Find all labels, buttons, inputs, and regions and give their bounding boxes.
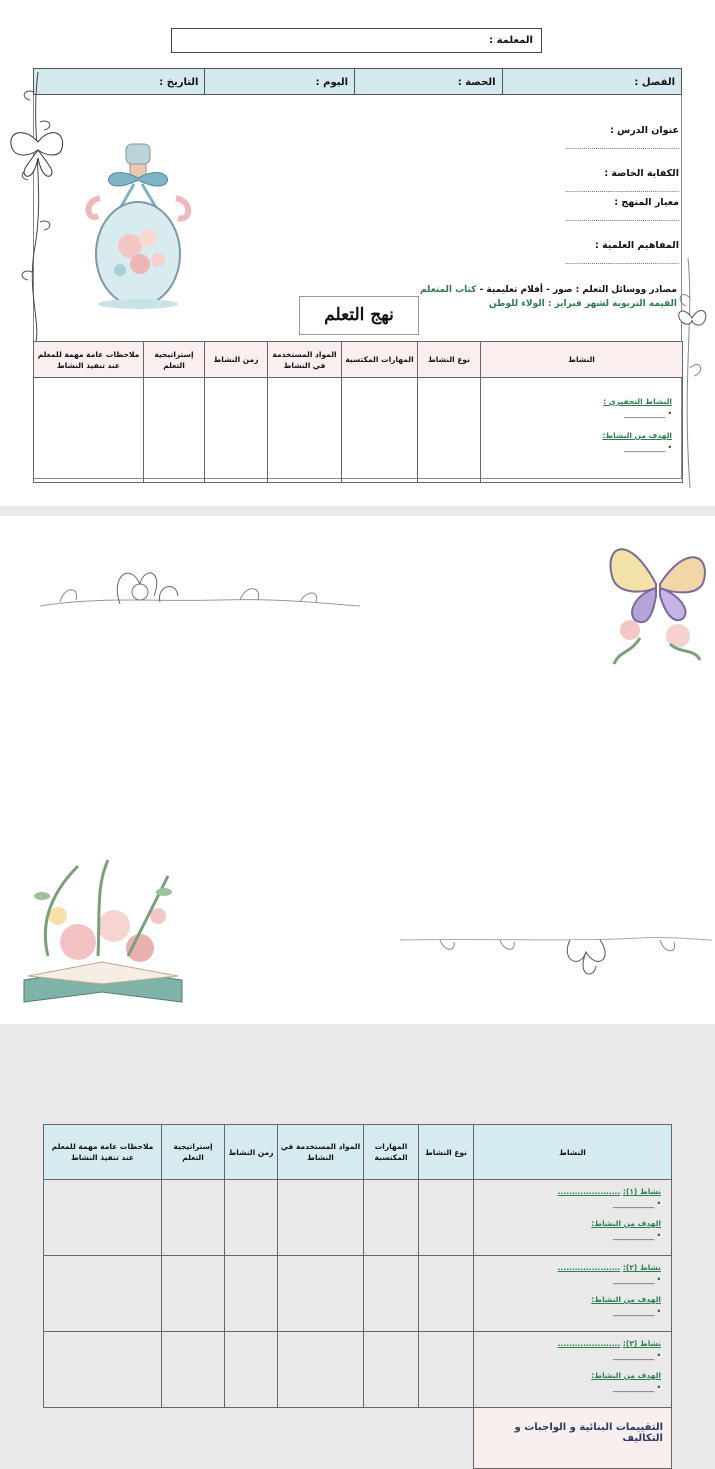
header-row: [33, 68, 682, 95]
table-row: [34, 378, 683, 483]
period-field[interactable]: الحصة :: [354, 69, 502, 94]
notes-cell[interactable]: [34, 378, 144, 483]
activity-cell[interactable]: نشاط (١): ...................... • ___________ الهدف من النشاط: • ___________: [474, 1180, 672, 1256]
col-activity-type: نوع النشاط: [418, 342, 481, 378]
evaluation-cell[interactable]: [44, 1408, 474, 1469]
activity-cell[interactable]: النشاط التحفيزي : • ___________ الهدف من النشاط: • ___________: [481, 378, 683, 483]
time-cell[interactable]: [225, 1332, 278, 1408]
vine-butterfly-decoration: [4, 72, 66, 342]
time-cell[interactable]: [225, 1256, 278, 1332]
col-activity-type: نوع النشاط: [419, 1125, 474, 1180]
col-skills: المهارات المكتسبة: [364, 1125, 419, 1180]
col-time: زمن النشاط: [225, 1125, 278, 1180]
page-2: [0, 516, 715, 1444]
skills-cell[interactable]: [364, 1256, 419, 1332]
book-flowers-decoration: [18, 856, 188, 1016]
col-strategy: إستراتيجية التعلم: [144, 342, 205, 378]
skills-cell[interactable]: [364, 1180, 419, 1256]
notes-cell[interactable]: [44, 1180, 162, 1256]
specific-competency-field[interactable]: الكفاية الخاصة : ........................................................: [564, 168, 679, 194]
activity-cell[interactable]: نشاط (٢): ...................... • ___________ الهدف من النشاط: • ___________: [474, 1256, 672, 1332]
educational-value: القيمة التربوية لشهر فبراير : الولاء للوطن: [488, 299, 677, 309]
strategy-cell[interactable]: [162, 1256, 225, 1332]
strategy-cell[interactable]: [162, 1180, 225, 1256]
evaluation-row: [44, 1408, 672, 1469]
materials-cell[interactable]: [268, 378, 342, 483]
date-field[interactable]: التاريخ :: [159, 77, 199, 88]
activity-type-cell[interactable]: [419, 1332, 474, 1408]
col-notes: ملاحظات عامة مهمة للمعلم عند تنفيذ النشاط: [34, 342, 144, 378]
materials-cell[interactable]: [278, 1332, 364, 1408]
floral-lineart-decoration: [40, 556, 360, 610]
table-row: [44, 1332, 672, 1408]
time-cell[interactable]: [225, 1180, 278, 1256]
activity-table-2: [43, 1124, 672, 1469]
evaluation-label: التقييمات البنائية و الواجبات و التكاليف: [474, 1408, 672, 1469]
strategy-cell[interactable]: [162, 1332, 225, 1408]
skills-cell[interactable]: [342, 378, 418, 483]
table-header-row: [44, 1125, 672, 1180]
skills-cell[interactable]: [364, 1332, 419, 1408]
col-notes: ملاحظات عامة مهمة للمعلم عند تنفيذ النشاط: [44, 1125, 162, 1180]
page-1: [0, 0, 715, 506]
materials-cell[interactable]: [278, 1256, 364, 1332]
activity-cell[interactable]: نشاط (٣): ...................... • ___________ الهدف من النشاط: • ___________: [474, 1332, 672, 1408]
strategy-cell[interactable]: [144, 378, 205, 483]
teacher-field[interactable]: المعلمة :: [171, 28, 542, 53]
col-skills: المهارات المكتسبة: [342, 342, 418, 378]
notes-cell[interactable]: [44, 1256, 162, 1332]
materials-cell[interactable]: [278, 1180, 364, 1256]
activity-type-cell[interactable]: [418, 378, 481, 483]
col-materials: المواد المستخدمة في النشاط: [278, 1125, 364, 1180]
col-activity: النشاط: [474, 1125, 672, 1180]
time-cell[interactable]: [205, 378, 268, 483]
learning-resources: مصادر ووسائل التعلم : صور - أفلام تعليمية - كتاب المتعلم: [419, 285, 677, 295]
col-strategy: إستراتيجية التعلم: [162, 1125, 225, 1180]
right-vine-decoration: [678, 258, 712, 488]
col-time: زمن النشاط: [205, 342, 268, 378]
col-activity: النشاط: [481, 342, 683, 378]
lesson-title-field[interactable]: عنوان الدرس : ........................................................: [564, 125, 679, 151]
butterfly-flowers-decoration: [600, 524, 712, 674]
day-field[interactable]: اليوم :: [204, 69, 354, 94]
table-header-row: [34, 342, 683, 378]
activity-type-cell[interactable]: [419, 1180, 474, 1256]
scientific-concepts-field[interactable]: المفاهيم العلمية : ........................................................: [564, 240, 679, 266]
notes-cell[interactable]: [44, 1332, 162, 1408]
bottom-lineart-decoration: [400, 930, 712, 980]
table-row: [44, 1180, 672, 1256]
activity-table-1: [33, 341, 683, 483]
curriculum-standard-field[interactable]: معيار المنهج : ........................................................: [564, 197, 679, 223]
perfume-bottle-illustration: [78, 142, 198, 310]
activity-type-cell[interactable]: [419, 1256, 474, 1332]
lesson-approach-title: نهج التعلم: [299, 296, 419, 335]
class-field[interactable]: الفصل :: [502, 69, 681, 94]
col-materials: المواد المستخدمة في النشاط: [268, 342, 342, 378]
table-row: [44, 1256, 672, 1332]
